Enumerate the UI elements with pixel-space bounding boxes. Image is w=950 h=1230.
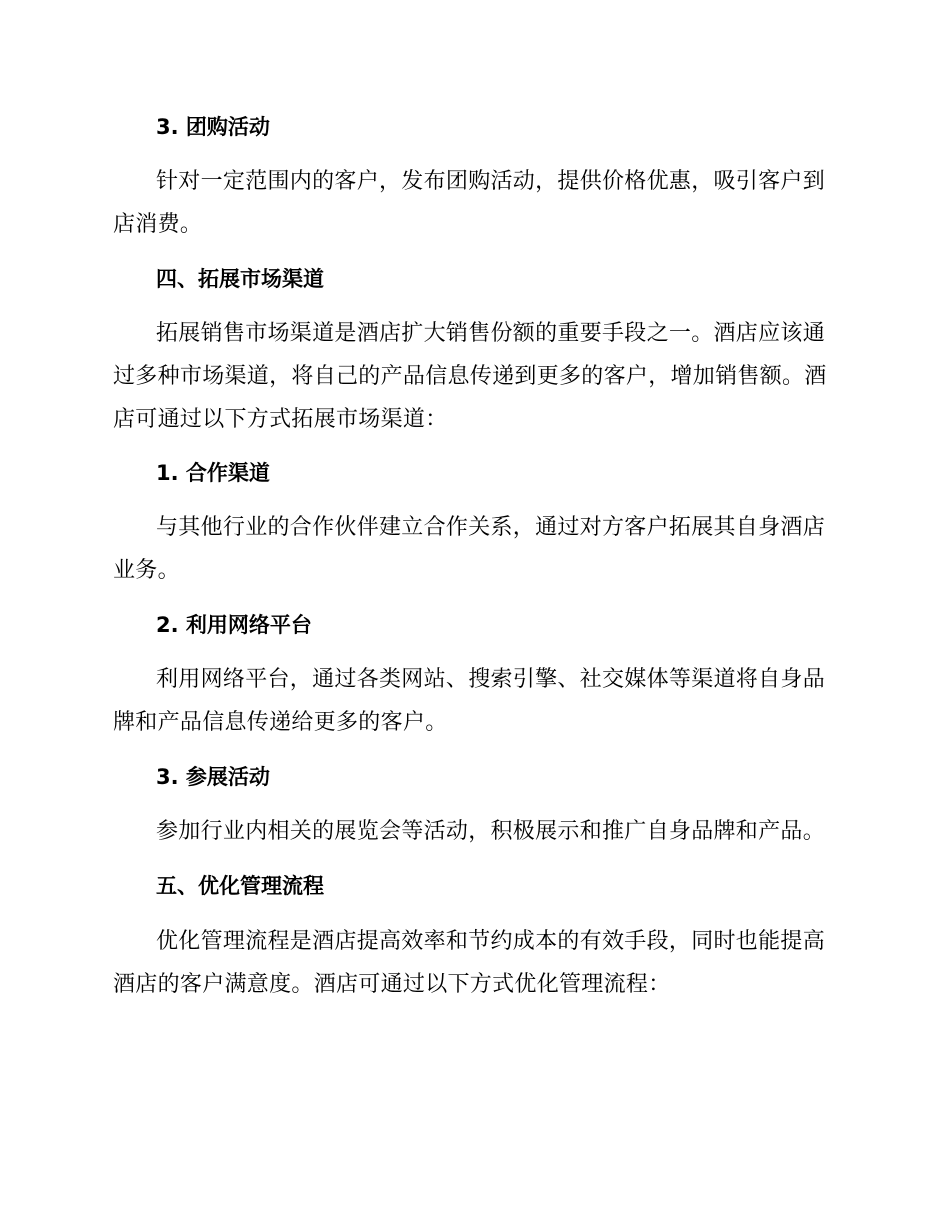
section-heading-optimize-management: 五、优化管理流程 — [156, 874, 324, 898]
paragraph-exhibition: 参加行业内相关的展览会等活动，积极展示和推广自身品牌和产品。 — [156, 819, 826, 844]
paragraph-network: 利用网络平台，通过各类网站、搜索引擎、社交媒体等渠道将自身品牌和产品信息传递给更多的客户。 — [113, 667, 826, 735]
section-heading-exhibition: 3. 参展活动 — [156, 765, 270, 789]
section-heading-network: 2. 利用网络平台 — [156, 613, 312, 637]
paragraph-optimize-management: 优化管理流程是酒店提高效率和节约成本的有效手段，同时也能提高酒店的客户满意度。酒店可通过以下方式优化管理流程： — [113, 929, 826, 997]
paragraph-expand-channels: 拓展销售市场渠道是酒店扩大销售份额的重要手段之一。酒店应该通过多种市场渠道，将自己的产品信息传递到更多的客户，增加销售额。酒店可通过以下方式拓展市场渠道： — [113, 321, 827, 432]
paragraph-cooperation: 与其他行业的合作伙伴建立合作关系，通过对方客户拓展其自身酒店业务。 — [113, 515, 826, 583]
section-heading-expand-channels: 四、拓展市场渠道 — [156, 267, 324, 291]
paragraph-group-buying: 针对一定范围内的客户，发布团购活动，提供价格优惠，吸引客户到店消费。 — [113, 169, 826, 237]
section-heading-group-buying: 3. 团购活动 — [156, 115, 270, 139]
section-heading-cooperation: 1. 合作渠道 — [156, 461, 270, 485]
